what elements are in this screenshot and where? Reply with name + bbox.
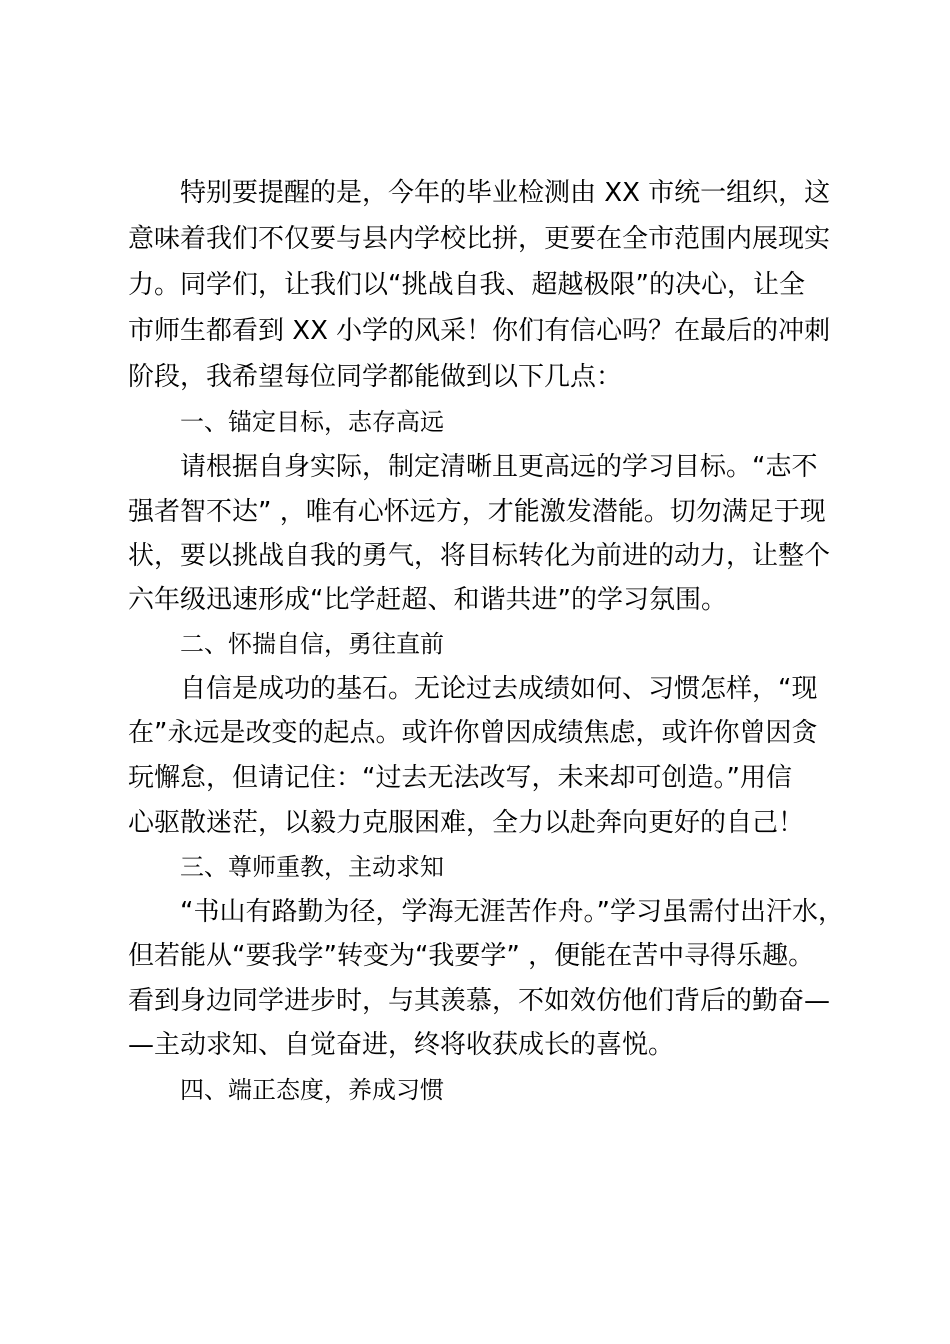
paragraph-1-line-2: 意味着我们不仅要与县内学校比拼，更要在全市范围内展现实 — [128, 224, 831, 254]
paragraph-4-line-2: 但若能从“要我学”转变为“我要学” ，便能在苦中寻得乐趣。 — [128, 941, 815, 971]
paragraph-2-line-1: 请根据自身实际，制定清晰且更高远的学习目标。“志不 — [180, 452, 818, 482]
paragraph-3-line-1: 自信是成功的基石。无论过去成绩如何、习惯怎样，“现 — [180, 674, 818, 704]
paragraph-3-line-2: 在”永远是改变的起点。或许你曾因成绩焦虑，或许你曾因贪 — [128, 718, 818, 748]
paragraph-2-line-2: 强者智不达” ，唯有心怀远方，才能激发潜能。切勿满足于现 — [128, 497, 826, 527]
paragraph-1-line-3: 力。同学们，让我们以“挑战自我、超越极限”的决心，让全 — [128, 270, 805, 300]
paragraph-1-line-4: 市师生都看到 XX 小学的风采！你们有信心吗？在最后的冲刺 — [128, 316, 831, 346]
paragraph-3-line-3: 玩懈怠，但请记住：“过去无法改写，未来却可创造。”用信 — [128, 763, 792, 793]
paragraph-4-line-3: 看到身边同学进步时，与其羡慕，不如效仿他们背后的勤奋— — [128, 986, 831, 1016]
paragraph-1-line-1: 特别要提醒的是，今年的毕业检测由 XX 市统一组织，这 — [180, 178, 831, 208]
section-heading-3: 三、尊师重教，主动求知 — [180, 853, 444, 881]
paragraph-4-line-4: —主动求知、自觉奋进，终将收获成长的喜悦。 — [128, 1030, 675, 1060]
paragraph-1-line-5: 阶段，我希望每位同学都能做到以下几点： — [128, 362, 623, 392]
section-heading-1: 一、锚定目标，志存高远 — [180, 408, 444, 436]
paragraph-2-line-4: 六年级迅速形成“比学赶超、和谐共进”的学习氛围。 — [128, 585, 727, 615]
paragraph-2-line-3: 状，要以挑战自我的勇气，将目标转化为前进的动力，让整个 — [128, 541, 831, 571]
paragraph-3-line-4: 心驱散迷茫，以毅力克服困难，全力以赴奔向更好的自己！ — [128, 808, 805, 838]
section-heading-4: 四、端正态度，养成习惯 — [180, 1076, 444, 1104]
paragraph-4-line-1: “书山有路勤为径，学海无涯苦作舟。”学习虽需付出汗水， — [180, 897, 844, 927]
section-heading-2: 二、怀揣自信，勇往直前 — [180, 630, 444, 658]
